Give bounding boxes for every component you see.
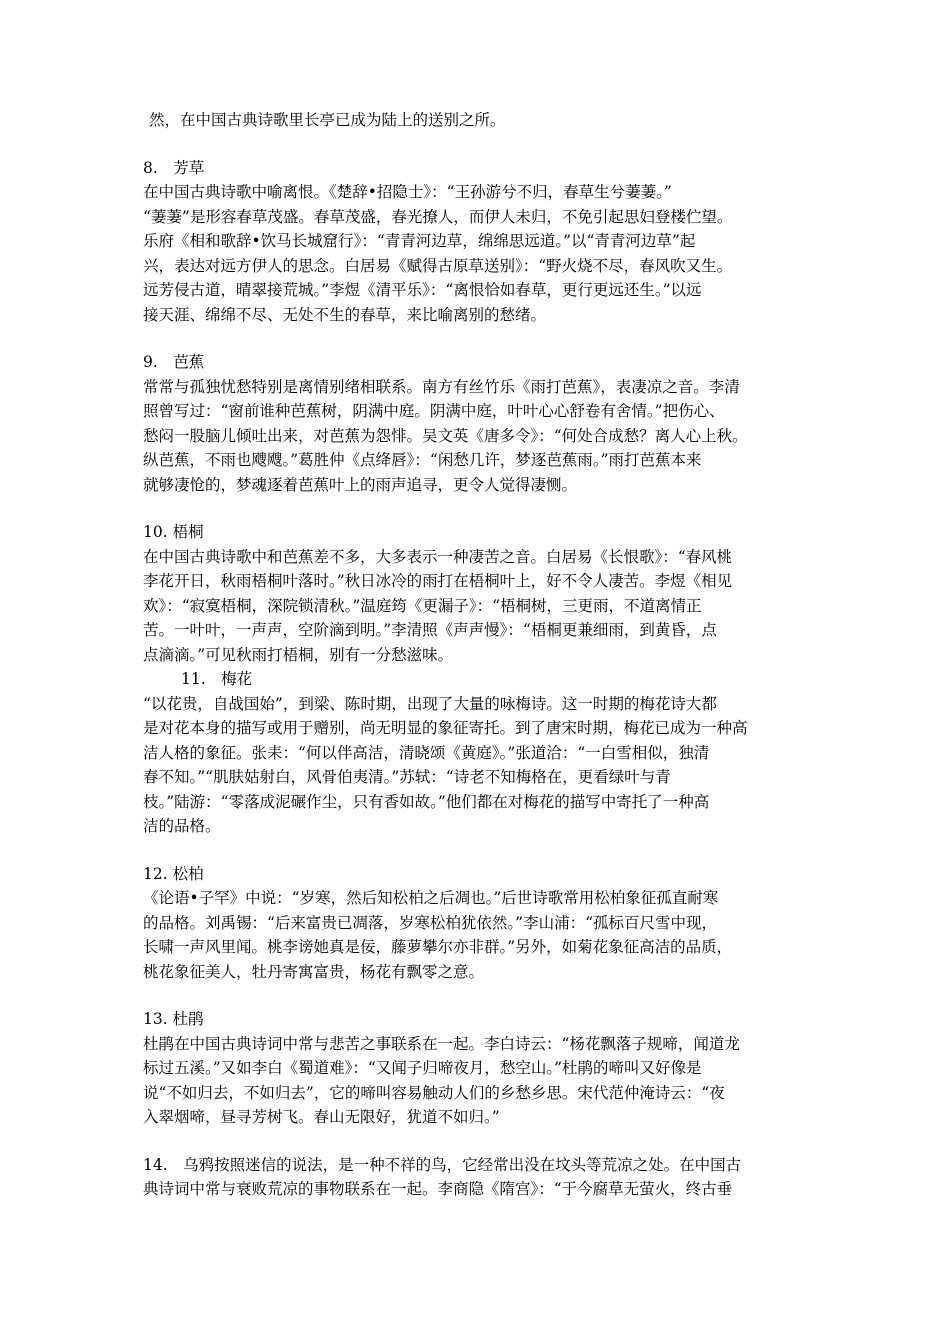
text-line: 标过五溪。”又如李白《蜀道难》：“又闻子归啼夜月，愁空山。”杜鹃的啼叫又好像是: [143, 1059, 702, 1077]
paragraph-gap: [143, 497, 815, 520]
paragraph-gap: [143, 984, 815, 1007]
text-line: 照曾写过：“窗前谁种芭蕉树，阴满中庭。阴满中庭，叶叶心心舒卷有舍情。”把伤心、: [143, 402, 725, 420]
text-line: 苦。一叶叶，一声声，空阶滴到明。”李清照《声声慢》：“梧桐更兼细雨，到黄昏，点: [143, 621, 717, 639]
paragraph-wutong: [143, 545, 815, 668]
paragraph-fangcao: [143, 180, 815, 327]
text-line: 然，在中国古典诗歌里长亭已成为陆上的送别之所。: [149, 111, 506, 129]
paragraph-wuya: [143, 1153, 815, 1202]
text-line: 常常与孤独忧愁特别是离情别绪相联系。南方有丝竹乐《雨打芭蕉》，表凄凉之音。李清: [143, 377, 740, 396]
text-line: 点滴滴。”可见秋雨打梧桐，别有一分愁滋味。: [143, 645, 454, 664]
text-line: 入翠烟啼，昼寻芳树飞。春山无限好，犹道不如归。”: [143, 1108, 500, 1126]
section-heading-wutong: 10. 梧桐: [143, 523, 204, 541]
paragraph-songbai: [143, 886, 815, 984]
text-line: 远芳侵古道，晴翠接荒城。”李煜《清平乐》：“离恨恰如春草，更行更远还生。”以远: [143, 281, 702, 299]
text-line: 枝。”陆游：“零落成泥碾作尘，只有香如故。”他们都在对梅花的描写中寄托了一种高: [143, 792, 710, 811]
text-line: 纵芭蕉，不雨也飕飕。”葛胜仲《点绛唇》：“闲愁几许，梦逐芭蕉雨。”雨打芭蕉本来: [143, 451, 702, 469]
text-line: 说“不如归去，不如归去”，它的啼叫容易触动人们的乡愁乡思。宋代范仲淹诗云：“夜: [143, 1083, 725, 1102]
text-line: 春不知。”“肌肤姑射白，风骨伯夷清。”苏轼：“诗老不知梅格在，更看绿叶与青: [143, 768, 671, 786]
document-page: [143, 108, 815, 1202]
text-line: 14. 乌鸦按照迷信的说法，是一种不祥的鸟，它经常出没在坟头等荒凉之处。在中国古: [143, 1155, 742, 1174]
section-heading-songbai: 12. 松柏: [143, 864, 204, 883]
text-line: 就够凄怆的，梦魂逐着芭蕉叶上的雨声追寻，更令人觉得凄恻。: [143, 475, 578, 494]
section-heading-fangcao: 8. 芳草: [143, 158, 205, 177]
text-line: 在中国古典诗歌中和芭蕉差不多，大多表示一种凄苦之音。白居易《长恨歌》：“春风桃: [143, 547, 733, 566]
section-heading-bajiao: 9. 芭蕉: [143, 353, 205, 371]
text-line: 洁人格的象征。张耒：“何以伴高洁，清晓颂《黄庭》。”张道洽：“一白雪相似，独清: [143, 743, 710, 762]
section-heading-meihua: 11. 梅花: [181, 670, 253, 688]
paragraph-gap: [143, 327, 815, 350]
text-line: 洁的品格。: [143, 817, 221, 835]
paragraph-bajiao: [143, 375, 815, 498]
text-line: “萋萋”是形容春草茂盛。春草茂盛，春光撩人，而伊人未归，不免引起思妇登楼伫望。: [143, 207, 733, 226]
text-line: 愁闷一股脑儿倾吐出来，对芭蕉为怨悱。吴文英《唐多令》：“何处合成愁？离人心上秋。: [143, 426, 748, 445]
text-line: 桃花象征美人，牡丹寄寓富贵，杨花有飘零之意。: [143, 962, 485, 981]
section-heading-dujuan: 13. 杜鹃: [143, 1010, 204, 1028]
text-line: 欢》：“寂寞梧桐，深院锁清秋。”温庭筠《更漏子》：“梧桐树，三更雨，不道离情正: [143, 596, 702, 615]
text-line: 长啸一声风里闻。桃李谤她真是佞，藤萝攀尔亦非群。”另外，如菊花象征高洁的品质，: [143, 938, 733, 956]
paragraph-meihua: [143, 692, 815, 839]
text-line: 《论语•子罕》中说：“岁寒，然后知松柏之后凋也。”后世诗歌常用松柏象征孤直耐寒: [143, 889, 719, 907]
paragraph-changting: [143, 108, 815, 133]
text-line: 乐府《相和歌辞•饮马长城窟行》：“青青河边草，绵绵思远道。”以“青青河边草”起: [143, 232, 696, 250]
text-line: 兴，表达对远方伊人的思念。白居易《赋得古原草送别》：“野火烧不尽，春风吹又生。: [143, 256, 733, 275]
text-line: 是对花本身的描写或用于赠别，尚无明显的象征寄托。到了唐宋时期，梅花已成为一种高: [143, 719, 748, 737]
paragraph-gap: [143, 1130, 815, 1153]
text-line: 杜鹃在中国古典诗词中常与悲苦之事联系在一起。李白诗云：“杨花飘落子规啼，闻道龙: [143, 1034, 740, 1053]
paragraph-dujuan: [143, 1032, 815, 1130]
text-line: 典诗词中常与衰败荒凉的事物联系在一起。李商隐《隋宫》：“于今腐草无萤火，终古垂: [143, 1180, 733, 1198]
paragraph-gap: [143, 839, 815, 862]
text-line: “以花贵，自战国始”，到梁、陈时期，出现了大量的咏梅诗。这一时期的梅花诗大都: [143, 694, 717, 713]
paragraph-gap: [143, 133, 815, 156]
text-line: 的品格。刘禹锡：“后来富贵已凋落，岁寒松柏犹依然。”李山浦：“孤标百尺雪中现，: [143, 913, 718, 932]
text-line: 接天涯、绵绵不尽、无处不生的春草，来比喻离别的愁绪。: [143, 305, 547, 324]
text-line: 李花开日，秋雨梧桐叶落时。”秋日冰冷的雨打在梧桐叶上，好不令人凄苦。李煜《相见: [143, 572, 733, 590]
text-line: 在中国古典诗歌中喻离恨。《楚辞•招隐士》：“王孙游兮不归，春草生兮萋萋。”: [143, 183, 672, 201]
